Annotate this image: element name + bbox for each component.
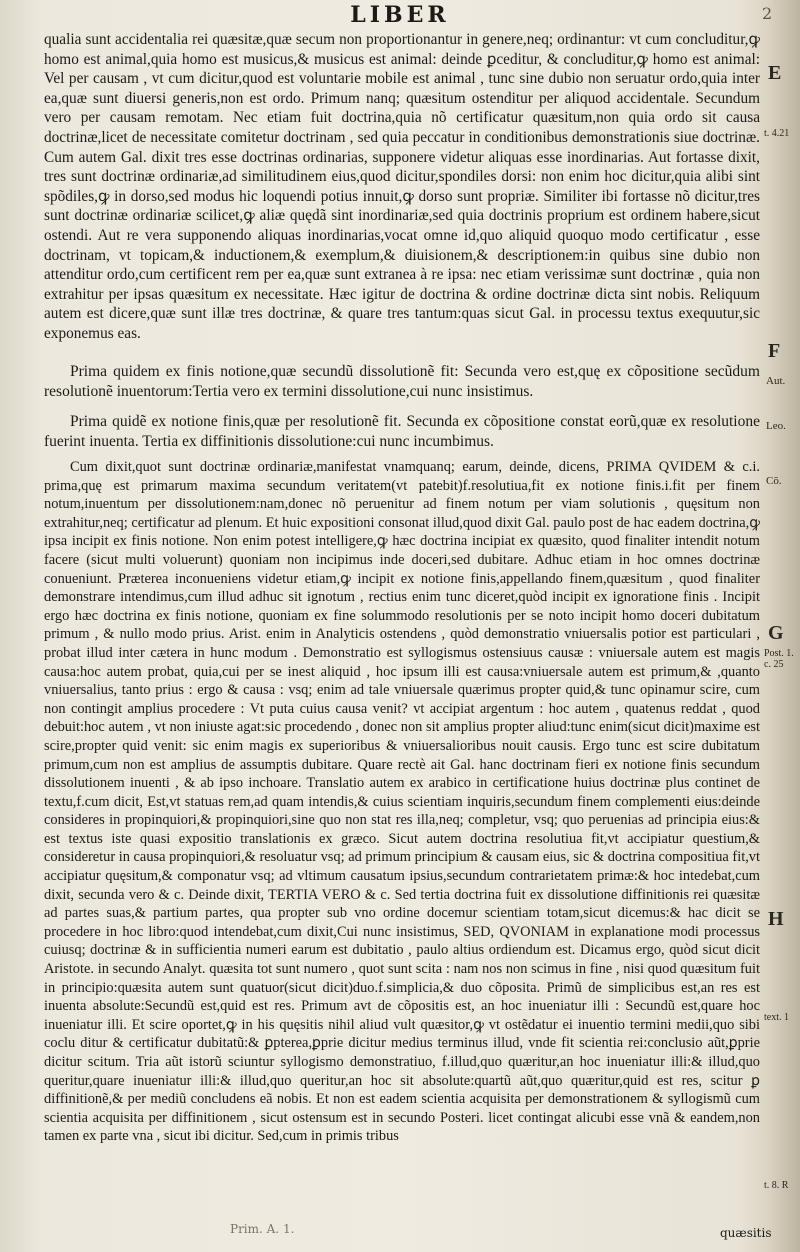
translation-leo-paragraph <box>44 412 760 451</box>
page-corner-number: 2 <box>762 4 773 23</box>
paragraph-text-3: Prima quidẽ ex notione finis,quæ per resolutionẽ fit. Secunda ex cõpositione constat eorũ,quæ ex resolutione fuerint inuenta. Tertia ex diffinitionis dissolutione:cui nunc incumbimus. <box>44 413 760 450</box>
margin-letter-g: G <box>768 622 784 644</box>
margin-ref-2: t. 8. R <box>764 1180 789 1191</box>
paragraph-text-4: Cum dixit,quot sunt doctrinæ ordinariæ,manifestat vnamquanq; earum, deinde, dicens, PRIMA QVIDEM & c.i. prima,quę est primarum maxima secundum veritatem(vt patebit)f.resolutiua,fit ex notione finis.i.fit per finem notum,inuentum per dissolutionem:nam,donec nõ peruenitur ad finem notum per viam solutionis , quęsitum non extrahitur,neq; certificatur ad plenum. Et huic expositioni consonat illud,quod dixit Gal. paulo post de hac eadem doctrina,ꝙ ipsa incipit ex finis notione. Non enim potest intelligere,ꝙ hæc doctrina incipiat ex quæsito, quod finaliter intendit notum facere (sicut multi voluerunt) quoniam non incipimus inde doceri,sed dubitare. Adhuc etiam in hoc omnes doctrinæ conueniunt. Præterea inconueniens videtur etiam,ꝙ incipit ex notione finis,appellando finem,quæsitum , quod finaliter demonstrare intendimus,cum illud adhuc sit ignotum , rectius enim tunc diceret,quòd incipit ex ignoratione finis . Incipit ergo hæc doctrina ex finis notione, quoniam ex fine solummodo resolutionis per se noto incipit homo doceri dubitatum primum , & nullo modo prius. Arist. enim in Analyticis ostendens , quòd demonstratio vniuersalis potior est particulari , probat illud inter cætera in hunc modum . Demonstratio est syllogismus ostensiuus causæ : vniuersale autem est magis causa:hoc autem probat, quia,cui per se inest aliquid , hoc ipsum illi est causa:vniuersale autem est primum,& ,quanto vniuersalius, tanto prius : ergo & causa : vsq; enim ad tale vniuersale quærimus propter quid,& tunc opinamur scire, cum non contingit amplius procedere : Vt puta cuius causa venit? vt accipiat argentum : hoc autem , quatenus reddat , quod debuit:hoc autem , vt non iniuste agat:sic procedendo , donec non sit amplius propter aliud:tunc enim(sicut dicit)maxime est scire,propter quid venit: sic enim magis ex superioribus & vniuersalioribus nouit causis. Ergo tunc est scire dubitatum primum,cum non est amplius de assumptis dubitare. Quare rectè ait Gal. hanc doctrinam fieri ex notione finis secundum dissolutionem inuenti , & ab ipso inchoare. Translatio autem ex arabico in certificatione huius doctrinæ plus continet de textu,f.cum dicit, Est,vt statuas rem,ad quam intendis,& cuius scientiam inquiris,secundum finem complementi eius:deinde consideres in propinquiori,& propinquiori,sine quo non stat res illa,neq; completur, vsq; quo peruenias ad principia eius:& est textus iste quasi expositio translationis ex græco. Sicut autem doctrina resolutiua fit,vt accipiatur questium,& consideretur in causa propinquiori,& resoluatur vsq; ad primum principium & causam eius, sic & doctrina compositiua fit,vt accipiatur quęsitum,& componatur vsq; ad vltimum causatum ipsius,secundum contrarietatem primæ:& hoc intedebat,cum dixit, secunda vero & c. Deinde dixit, TERTIA VERO & c. Sed tertia doctrina fuit ex dissolutione diffinitionis rei quæsitæ ad partes suas,& partium partes, qua propter sub vno ordine docemur scientiam totam,sicut dicemus:& hac dicit se procedere in hoc libro:quod intendebat,cum dixit,Cui nunc insistimus, SED, QVONIAM in explanatione modi processus cuiusq; doctrinæ & in sufficientia numeri earum est dubitatio , paulo altius ordiendum est. Dicamus ergo, quòd sicut dicit Aristote. in secundo Analyt. quæsita tot sunt numero , quot sunt scita : nam nos non scimus in fine , nisi quod quæsitum fuit in principio:quæsita autem sunt quatuor(sicut dicit)duo.f.simplicia,& duo cõposita. Primũ de simplicibus est,an res est inuenta absolute:Secundũ est,quid est res. Primum avt de cõpositis est, an hoc inueniatur illi : Secundũ est,quare hoc inueniatur illi. Et scire oportet,ꝙ in his quęsitis nihil aliud vult quæsitor,ꝙ vt ostẽdatur ei inuentio termini medii,quo sibi coclu ditur & certificatur dubitatũ:& ꝑpterea,ꝑprie dicitur medius terminus illud, vnde fit scientia rei:conclusio aũt,ꝑprie dicitur scitum. Tria aũt istorũ sciuntur syllogismo demonstratiuo, f.illud,quo quæritur,an hoc inueniatur illi:& illud,quo queritur,quare inueniatur illi:& illud,quo queritur,an hoc sit absolute:quartũ aũt,quo quæritur,quid est res, scitur ꝑ diffinitionẽ,& per mediũ concludens eã nobis. Et non est eadem scientia acquisita per demonstrationem & syllogismũ cum scientia acquisita per diffinitionem , sicut ostensum est in secundo Posteri. licet contingat alicubi esse vnã & eandem,non tamen ex parte vna , sicut ibi dicitur. Sed,cum in primis tribus <box>44 459 760 1145</box>
margin-letter-h: H <box>768 908 784 930</box>
margin-com: Cõ. <box>766 475 782 487</box>
catchword: quæsitis <box>720 1226 772 1240</box>
margin-letter-e: E <box>768 62 782 84</box>
margin-text: text. 1 <box>764 1012 789 1023</box>
signature-mark: Prim. A. 1. <box>230 1222 295 1236</box>
paragraph-text-1: qualia sunt accidentalia rei quæsitæ,quæ secum non proportionantur in genere,neq; ordinantur: vt cum concluditur,ꝙ homo est animal,quia homo est musicus,& musicus est animal: deinde ꝑceditur, & concluditur,ꝙ homo est animal: Vel per causam , vt cum dicitur,quod est voluntarie mobile est animal , tunc sine dubio non seruatur ordo,quia inter ea,quæ sunt diuersi generis,non est ordo. Primum nanq; quæsitum ostenditur per aliquod accidentale. Secundum vero per causam remotam. Nec etiam fuit doctrina,quia nõ certificatur quæsitum,non quia ordo sit causa doctrinæ,licet de necessitate comitetur doctrinam , sed quia peccatur in conditionibus demonstrationis siue doctrinæ. Cum autem Gal. dixit tres esse doctrinas ordinarias, supponere videtur aliquas esse inordinarias. Aut fortasse dixit, tres sunt doctrinæ ordinariæ,ad similitudinem eius,quod dicitur,spondiles dorsi: non enim hoc dicitur,quia alibi sint spõdiles,ꝙ in dorso,sed modus hic loquendi potius innuit,ꝙ dorso sunt propriæ. Similiter ibi fortasse nõ dicitur,tres sunt doctrinæ ordinariæ scilicet,ꝙ aliæ quędã sint inordinariæ,sed quia doctrinis proprium est ordinem habere,sicut ostendi. Aut re vera supponendo aliquas inordinarias,vocat omne id,quo aliquid quoquo modo certificatur , esse doctrinam, vt topicam,& inductionem,& exemplum,& diuisionem,& descriptionem:in quibus sine dubio non attenditur ordo,cum certificent rem per ea,quæ sunt extranea à re ipsa: nec etiam verissimæ sunt doctrinæ , quia non extrahitur per ipsas quæsitum ex necessitate. Hæc igitur de doctrina & ordine doctrinæ dicta sint nobis. Reliquum autem est dicere,quæ sunt illæ tres doctrinæ, & quare tres tantum:quas sicut Gal. in processu textus exequutur,sic exponemus eas. <box>44 31 760 342</box>
paragraph-text-2: Prima quidem ex finis notione,quæ secundũ dissolutionẽ fit: Secunda vero est,quę ex cõpositione secũdum resolutionẽ inuentorum:Tertia vero ex termini dissolutione,cui nunc insistimus. <box>44 363 760 400</box>
margin-leo: Leo. <box>766 420 786 432</box>
margin-letter-f: F <box>768 340 781 362</box>
commentary-paragraph <box>44 30 760 344</box>
translation-aut-paragraph <box>44 362 760 401</box>
margin-ref-1: t. 4.21 <box>764 128 790 139</box>
commentary-main-paragraph <box>44 458 760 1146</box>
page-header-title: LIBER <box>350 2 450 28</box>
margin-aut: Aut. <box>766 375 786 387</box>
margin-post: Post. 1. c. 25 <box>764 648 794 670</box>
